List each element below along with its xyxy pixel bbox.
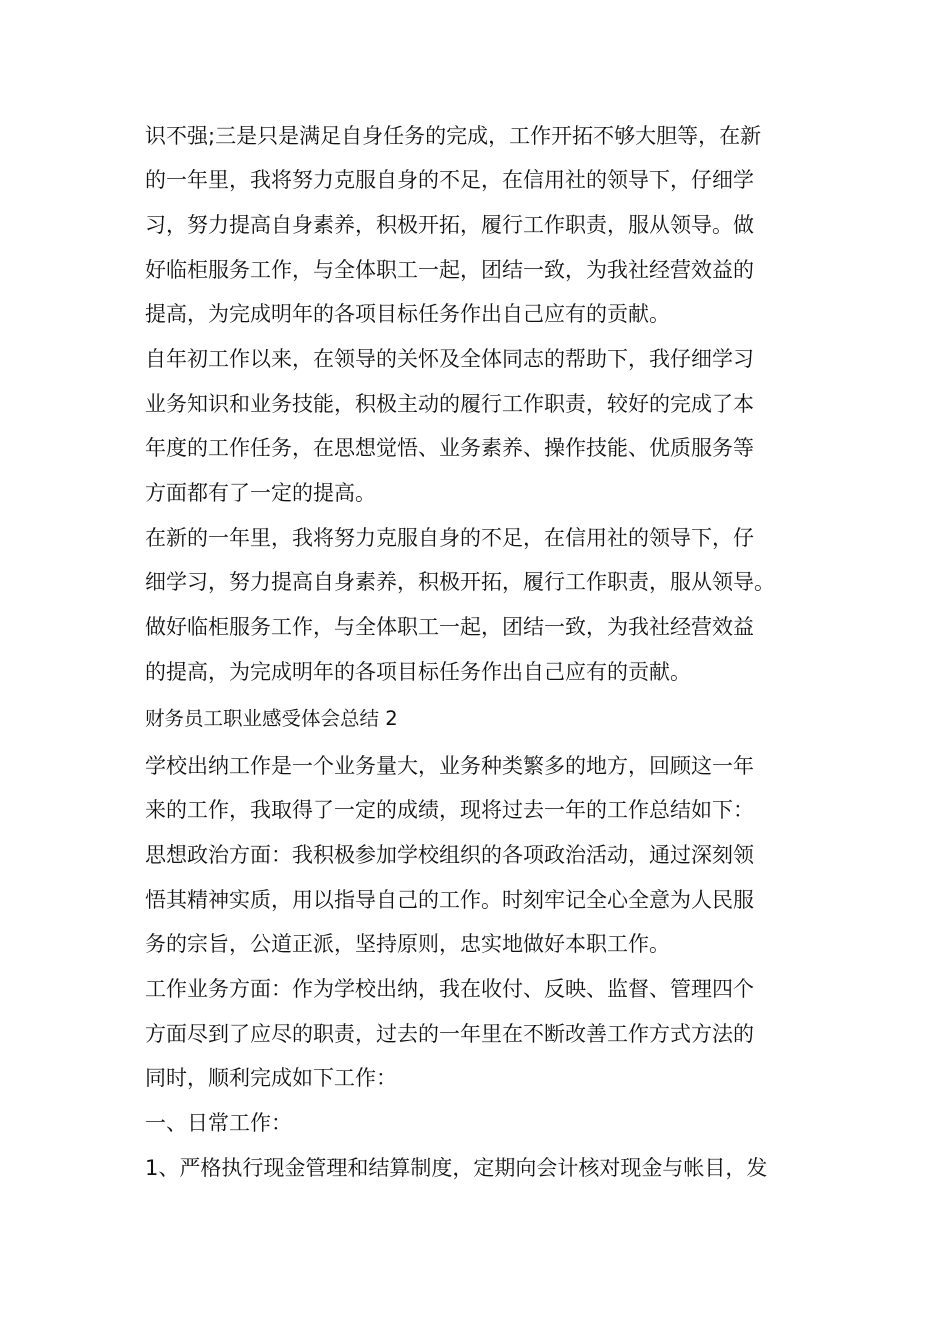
text-line: 好临柜服务工作，与全体职工一起，团结一致，为我社经营效益的 — [145, 258, 754, 282]
text-line: 在新的一年里，我将努力克服自身的不足，在信用社的领导下，仔 — [145, 526, 754, 550]
text-line: 业务知识和业务技能，积极主动的履行工作职责，较好的完成了本 — [145, 392, 754, 416]
text-line: 年度的工作任务，在思想觉悟、业务素养、操作技能、优质服务等 — [145, 436, 754, 460]
text-line: 务的宗旨，公道正派，坚持原则，忠实地做好本职工作。 — [145, 932, 670, 956]
text-line: 工作业务方面：作为学校出纳，我在收付、反映、监督、管理四个 — [145, 977, 754, 1001]
text-line: 细学习，努力提高自身素养，积极开拓，履行工作职责，服从领导。 — [145, 570, 775, 594]
text-line: 习，努力提高自身素养，积极开拓，履行工作职责，服从领导。做 — [145, 213, 754, 237]
text-line: 做好临柜服务工作，与全体职工一起，团结一致，为我社经营效益 — [145, 615, 754, 639]
text-line: 悟其精神实质，用以指导自己的工作。时刻牢记全心全意为人民服 — [145, 888, 754, 912]
text-line: 一、日常工作： — [145, 1111, 292, 1135]
text-line: 来的工作，我取得了一定的成绩，现将过去一年的工作总结如下： — [145, 798, 754, 822]
text-line: 的提高，为完成明年的各项目标任务作出自己应有的贡献。 — [145, 660, 691, 684]
text-line: 提高，为完成明年的各项目标任务作出自己应有的贡献。 — [145, 302, 670, 326]
text-line: 方面尽到了应尽的职责，过去的一年里在不断改善工作方式方法的 — [145, 1022, 754, 1046]
text-line: 识不强;三是只是满足自身任务的完成，工作开拓不够大胆等，在新 — [145, 124, 762, 148]
section-heading: 财务员工职业感受体会总结 2 — [145, 707, 398, 730]
text-line: 方面都有了一定的提高。 — [145, 481, 376, 505]
text-line: 的一年里，我将努力克服自身的不足，在信用社的领导下，仔细学 — [145, 168, 754, 192]
text-line: 自年初工作以来，在领导的关怀及全体同志的帮助下，我仔细学习 — [145, 347, 754, 371]
text-line: 同时，顺利完成如下工作： — [145, 1066, 397, 1090]
text-line: 1、严格执行现金管理和结算制度，定期向会计核对现金与帐目，发 — [145, 1156, 768, 1180]
text-line: 思想政治方面：我积极参加学校组织的各项政治活动，通过深刻领 — [145, 843, 754, 867]
text-line: 学校出纳工作是一个业务量大，业务种类繁多的地方，回顾这一年 — [145, 754, 754, 778]
